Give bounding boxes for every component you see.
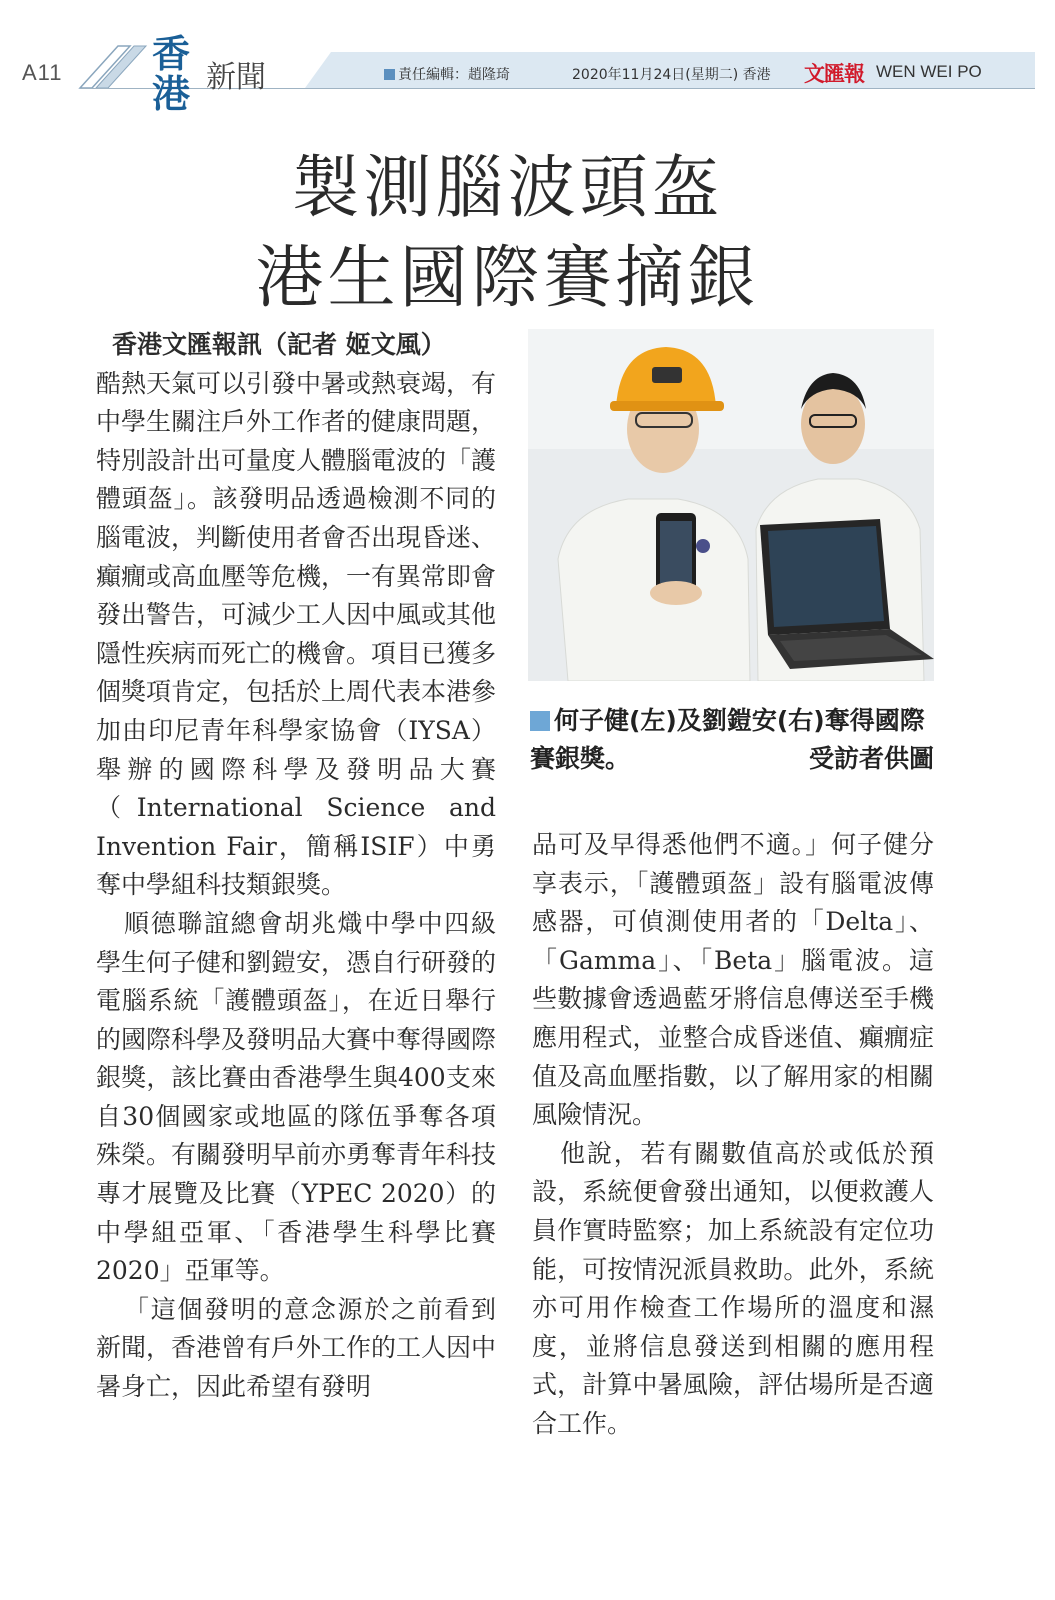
- photo-credit: 受訪者供圖: [808, 744, 934, 773]
- editor-square-icon: [384, 69, 395, 80]
- photo-caption: [530, 702, 934, 778]
- editor-text: 責任編輯：趙隆琦: [398, 67, 510, 83]
- article-column-left: [96, 326, 496, 1407]
- paper-logo-cn: 文匯報: [804, 61, 864, 86]
- article-column-right: [532, 826, 934, 1444]
- dateline: 2020年11月24日(星期二) 香港: [572, 67, 771, 83]
- article-photo: [528, 329, 934, 681]
- paragraph-5: 他說，若有關數值高於或低於預設，系統便會發出通知，以便救護人員作實時監察；加上系統設有定位功能，可按情況派員救助。此外，系統亦可用作檢查工作場所的溫度和濕度，並將信息發送到相關的應用程式，計算中暑風險，評估場所是否適合工作。: [532, 1138, 934, 1438]
- paper-logo-en: WEN WEI PO: [876, 62, 982, 81]
- section-title: 香港: [152, 31, 191, 116]
- editor-credit: [384, 64, 510, 84]
- paragraph-4: 品可及早得悉他們不適。」何子健分享表示，「護體頭盔」設有腦電波傳感器，可偵測使用者的「Delta」、「Gamma」、「Beta」腦電波。這些數據會透過藍牙將信息傳送至手機應用程式，並整合成昏迷值、癲癇症值及高血壓指數，以了解用家的相關風險情況。: [532, 830, 934, 1130]
- caption-text: 何子健(左)及劉鎧安(右)奪得國際賽銀獎。: [530, 706, 925, 773]
- headline-line-1: 製測腦波頭盔: [291, 149, 724, 228]
- paragraph-3: 「這個發明的意念源於之前看到新聞，香港曾有戶外工作的工人因中暑身亡，因此希望有發明: [96, 1294, 497, 1402]
- section-subtitle: 新聞: [206, 60, 266, 95]
- caption-square-icon: [530, 711, 550, 731]
- page-number: A11: [22, 60, 63, 85]
- headline-line-2: 港生國際賽摘銀: [255, 239, 760, 318]
- paragraph-2: 順德聯誼總會胡兆熾中學中四級學生何子健和劉鎧安，憑自行研發的電腦系統「護體頭盔」，在近日舉行的國際科學及發明品大賽中奪得國際銀獎，該比賽由香港學生與400支來自30個國家或地區的隊伍爭奪各項殊榮。有關發明早前亦勇奪青年科技專才展覽及比賽（YPEC 2020）的中學組亞軍、「香港學生科學比賽2020」亞軍等。: [96, 908, 497, 1286]
- byline: 香港文匯報訊（記者 姬文風）: [112, 330, 446, 359]
- header-slash-decoration: [78, 44, 148, 90]
- paragraph-1: 酷熱天氣可以引發中暑或熱衰竭，有中學生關注戶外工作者的健康問題，特別設計出可量度人體腦電波的「護體頭盔」。該發明品透過檢測不同的腦電波，判斷使用者會否出現昏迷、癲癇或高血壓等危機，一有異常即會發出警告，可減少工人因中風或其他隱性疾病而死亡的機會。項目已獲多個獎項肯定，包括於上周代表本港參加由印尼青年科學家協會（IYSA）舉辦的國際科學及發明品大賽（International Science and Invention Fair，簡稱ISIF）中勇奪中學組科技類銀獎。: [96, 368, 497, 900]
